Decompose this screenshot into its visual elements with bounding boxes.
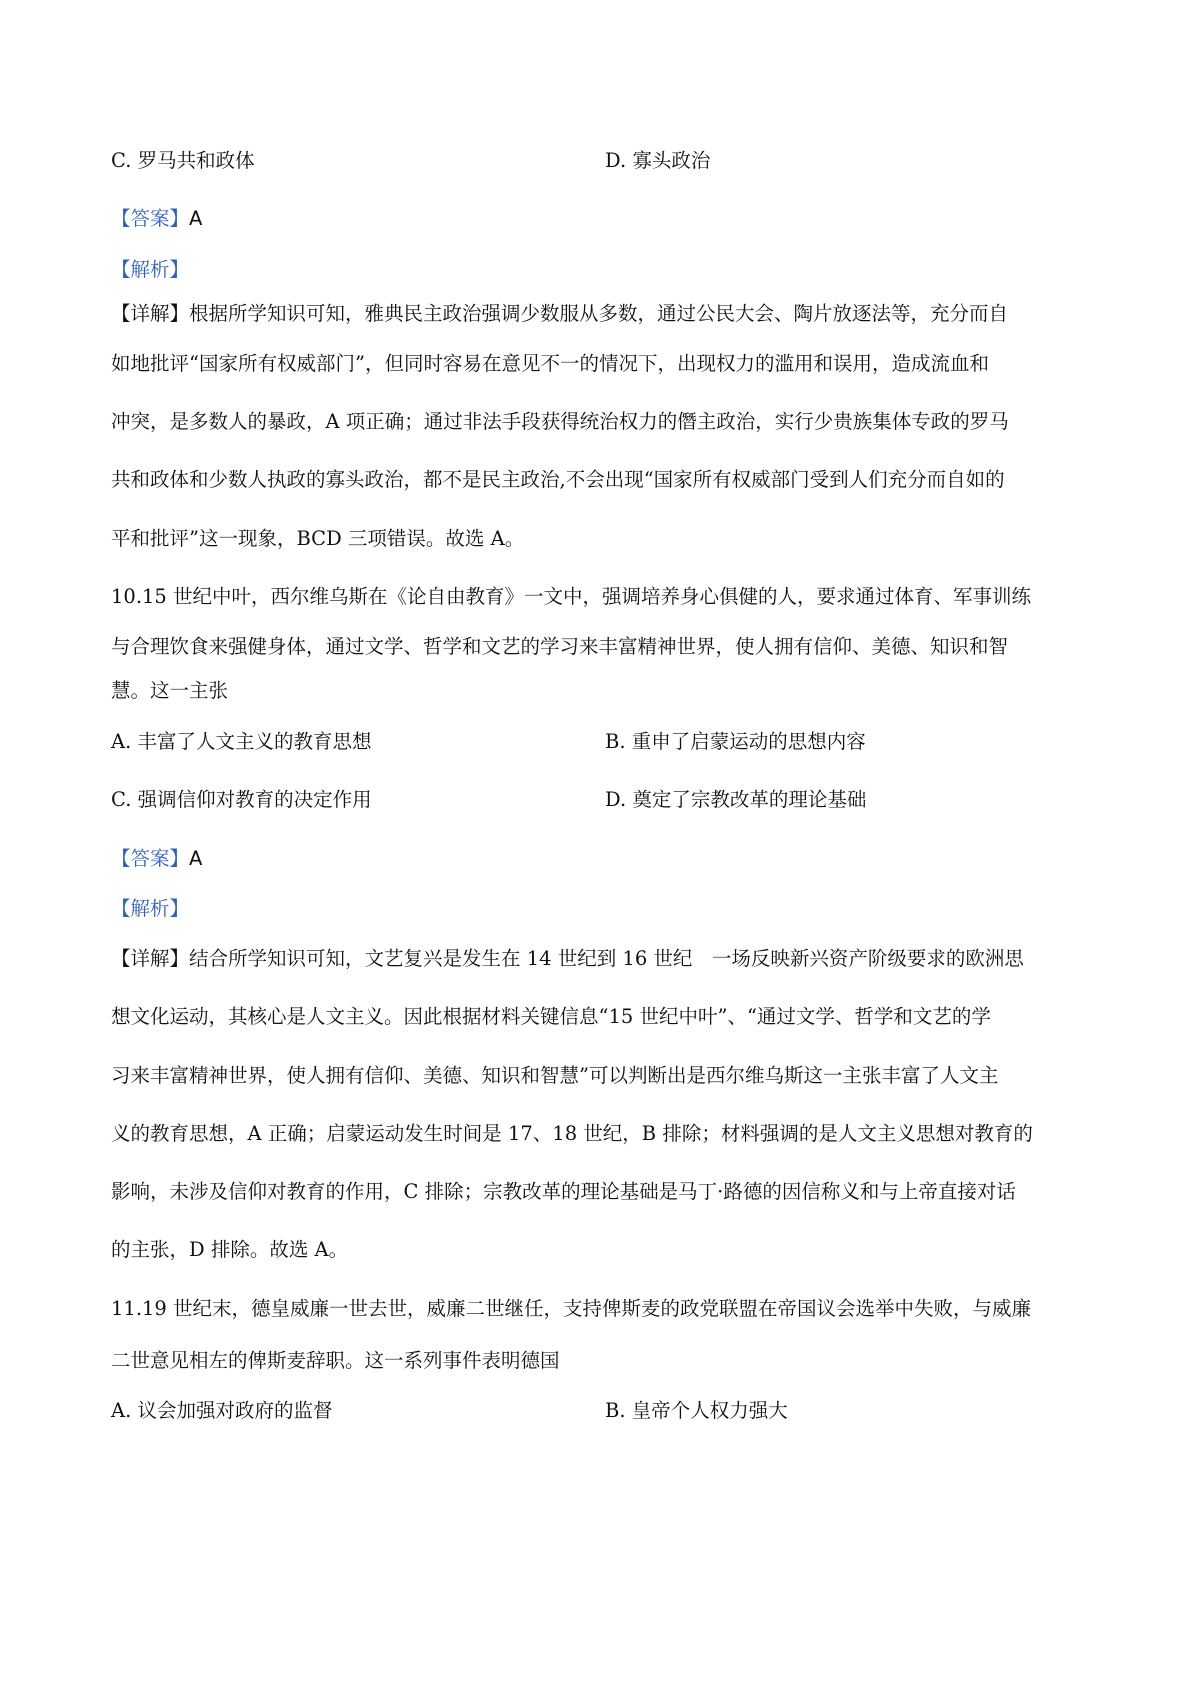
- q9-detail-line: 【详解】根据所学知识可知，雅典民主政治强调少数服从多数，通过公民大会、陶片放逐法等，充分而自: [111, 302, 1009, 325]
- q10-detail-line: 的主张，D 排除。故选 A。: [111, 1238, 349, 1261]
- q10-stem-line: 与合理饮食来强健身体，通过文学、哲学和文艺的学习来丰富精神世界，使人拥有信仰、美德、知识和智: [111, 635, 1009, 658]
- q10-detail-line: 影响，未涉及信仰对教育的作用，C 排除；宗教改革的理论基础是马丁·路德的因信称义和与上帝直接对话: [111, 1180, 1016, 1203]
- q9-analysis-label: 【解析】: [111, 258, 190, 281]
- q9-option-c[interactable]: C. 罗马共和政体: [111, 149, 255, 172]
- q10-detail-line: 义的教育思想，A 正确；启蒙运动发生时间是 17、18 世纪，B 排除；材料强调的是人文主义思想对教育的: [111, 1122, 1033, 1145]
- q9-option-d[interactable]: D. 寡头政治: [605, 149, 711, 172]
- q9-detail-line: 共和政体和少数人执政的寡头政治，都不是民主政治,不会出现“国家所有权威部门受到人们充分而自如的: [111, 468, 1005, 491]
- q10-stem-line: 10.15 世纪中叶，西尔维乌斯在《论自由教育》一文中，强调培养身心俱健的人，要求通过体育、军事训练: [111, 585, 1032, 608]
- q9-detail-line: 冲突，是多数人的暴政，A 项正确；通过非法手段获得统治权力的僭主政治，实行少贵族集体专政的罗马: [111, 410, 1009, 433]
- q9-detail-line: 如地批评“国家所有权威部门”，但同时容易在意见不一的情况下，出现权力的滥用和误用，造成流血和: [111, 352, 989, 375]
- q10-detail-line: 习来丰富精神世界，使人拥有信仰、美德、知识和智慧”可以判断出是西尔维乌斯这一主张丰富了人文主: [111, 1064, 999, 1087]
- answer-label: 【答案】: [111, 847, 190, 870]
- q11-stem-line: 11.19 世纪末，德皇威廉一世去世，威廉二世继任，支持俾斯麦的政党联盟在帝国议会选举中失败，与威廉: [111, 1297, 1032, 1320]
- q10-answer: [111, 845, 202, 873]
- q10-option-d[interactable]: D. 奠定了宗教改革的理论基础: [605, 788, 867, 811]
- q10-detail-line: 想文化运动，其核心是人文主义。因此根据材料关键信息“15 世纪中叶”、“通过文学、哲学和文艺的学: [111, 1005, 991, 1028]
- answer-value: A: [189, 207, 203, 230]
- q11-option-a[interactable]: A. 议会加强对政府的监督: [111, 1399, 333, 1422]
- answer-label: 【答案】: [111, 207, 190, 230]
- q11-stem-line: 二世意见相左的俾斯麦辞职。这一系列事件表明德国: [111, 1349, 560, 1372]
- q10-option-a[interactable]: A. 丰富了人文主义的教育思想: [111, 730, 372, 753]
- q10-stem-line: 慧。这一主张: [111, 679, 229, 702]
- q10-option-b[interactable]: B. 重申了启蒙运动的思想内容: [605, 730, 866, 753]
- q9-detail-line: 平和批评”这一现象，BCD 三项错误。故选 A。: [111, 527, 525, 550]
- q11-option-b[interactable]: B. 皇帝个人权力强大: [605, 1399, 788, 1422]
- q10-analysis-label: 【解析】: [111, 897, 190, 920]
- answer-value: A: [189, 847, 203, 870]
- q10-detail-line: 【详解】结合所学知识可知，文艺复兴是发生在 14 世纪到 16 世纪 一场反映新兴资产阶级要求的欧洲思: [111, 947, 1024, 970]
- q10-option-c[interactable]: C. 强调信仰对教育的决定作用: [111, 788, 372, 811]
- q9-answer: [111, 205, 202, 233]
